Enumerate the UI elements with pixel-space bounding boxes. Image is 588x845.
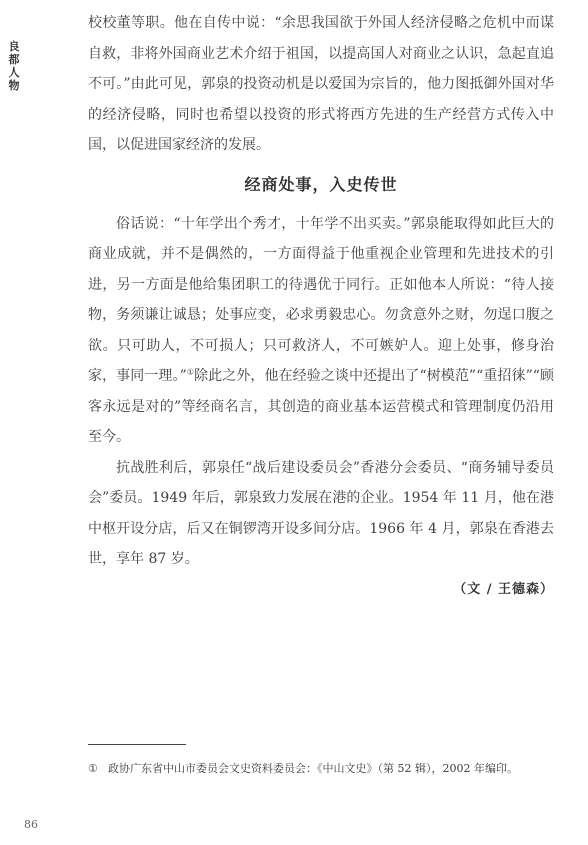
author-credit: （文 / 王德森） bbox=[453, 581, 554, 597]
footnote-divider bbox=[88, 744, 186, 745]
paragraph-1: 校校董等职。他在自传中说：“余思我国欲于外国人经济侵略之危机中而谋自救，非将外国商业艺术介绍于祖国，以提高国人对商业之认识，急起直追不可。”由此可见，郭泉的投资动机是以爱国为宗旨的，他力图抵御外国对华的经济侵略，同时也希望以投资的形式将西方先进的生产经营方式传入中国，以促进国家经济的发展。 bbox=[88, 15, 554, 153]
footnote bbox=[88, 759, 554, 778]
section-heading: 经商处事，入史传世 bbox=[244, 174, 398, 194]
paragraph-3: 抗战胜利后，郭泉任“战后建设委员会”香港分会委员、“商务辅导委员会”委员。1949 年后，郭泉致力发展在港的企业。1954 年 11 月，他在港中枢开设分店，后又在铜锣湾开设多间分店。1966 年 4 月，郭泉在香港去世，享年 87 岁。 bbox=[88, 459, 554, 567]
footnote-mark: ① bbox=[88, 762, 98, 775]
footnote-text: 政协广东省中山市委员会文史资料委员会：《中山文史》（第 52 辑），2002 年编印。 bbox=[108, 762, 518, 775]
paragraph-2-text-b: 除此之外，他在经验之谈中还提出了“树模范”“重招徕”“顾客永远是对的”等经商名言，其创造的商业基本运营模式和管理制度仍沿用至今。 bbox=[88, 368, 554, 445]
running-head-section: 良都人物 bbox=[8, 40, 20, 92]
page-number: 86 bbox=[24, 818, 38, 831]
footnote-reference: ① bbox=[186, 367, 195, 377]
paragraph-2 bbox=[88, 209, 554, 453]
paragraph-2-text-a: 俗话说：“十年学出个秀才，十年学不出买卖。”郭泉能取得如此巨大的商业成就，并不是偶然的，一方面得益于他重视企业管理和先进技术的引进，另一方面是他给集团职工的待遇优于同行。正如他本人所说：“待人接物，务须谦让诚恳；处事应变，必求勇毅忠心。勿贪意外之财，勿逞口腹之欲。只可助人，不可损人；只可救济人，不可嫉妒人。迎上处事，修身治家，事同一理。” bbox=[88, 215, 554, 384]
main-text bbox=[88, 8, 554, 605]
